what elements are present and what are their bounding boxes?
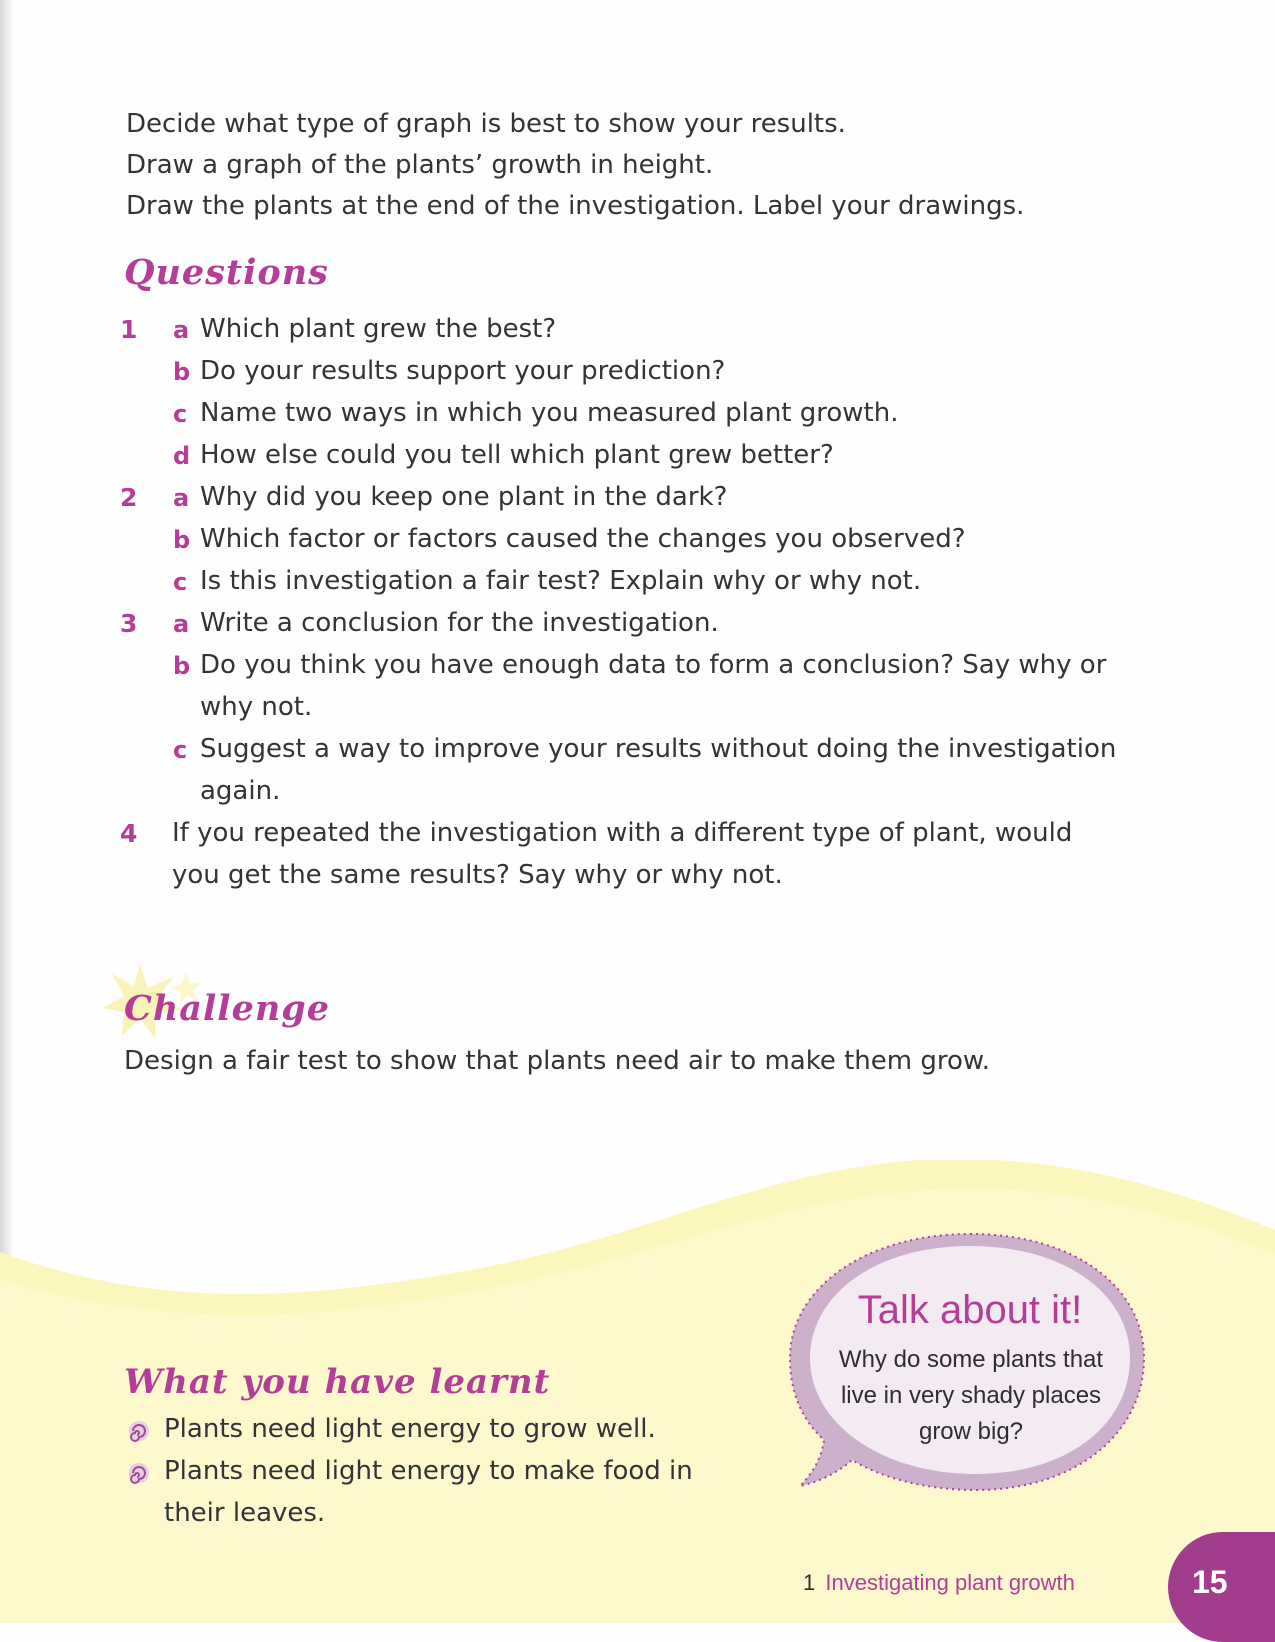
challenge-text: Design a fair test to show that plants need air to make them grow. — [124, 1046, 991, 1076]
swirl-bullet-icon — [126, 1462, 152, 1484]
question-part — [120, 392, 1120, 434]
part-letter: a — [173, 610, 190, 638]
intro-line: Decide what type of graph is best to show your results. — [126, 109, 846, 139]
part-letter: c — [173, 568, 188, 596]
question-2 — [120, 476, 1120, 602]
question-part — [120, 602, 1120, 644]
part-text: Suggest a way to improve your results without doing the investigation again. — [200, 734, 1117, 806]
question-part — [120, 476, 1120, 518]
part-text: Write a conclusion for the investigation. — [200, 608, 719, 638]
learnt-list — [124, 1408, 724, 1534]
learnt-item-text: Plants need light energy to grow well. — [164, 1414, 656, 1444]
part-letter: d — [173, 442, 191, 470]
part-text: Name two ways in which you measured plant growth. — [200, 398, 899, 428]
page-number: 15 — [1192, 1564, 1228, 1600]
part-text: Which factor or factors caused the changes you observed? — [200, 524, 966, 554]
talk-body: Why do some plants that live in very shady places grow big? — [838, 1346, 1104, 1445]
part-letter: b — [173, 358, 191, 386]
part-letter: b — [173, 526, 191, 554]
talk-about-it-bubble — [786, 1228, 1154, 1518]
question-1 — [120, 308, 1120, 476]
challenge-heading: Challenge — [124, 988, 331, 1029]
question-number: 1 — [120, 315, 138, 344]
part-text: Do your results support your prediction? — [200, 356, 726, 386]
learnt-item-text: Plants need light energy to make food in their leaves. — [164, 1456, 693, 1528]
question-3 — [120, 602, 1120, 812]
question-number: 2 — [120, 483, 138, 512]
question-part — [120, 308, 1120, 350]
part-text: Is this investigation a fair test? Explain why or why not. — [200, 566, 922, 596]
part-text: If you repeated the investigation with a different type of plant, would you get the same results? Say why or why not. — [172, 818, 1073, 890]
part-text: Do you think you have enough data to form a conclusion? Say why or why not. — [200, 650, 1107, 722]
chapter-footer — [803, 1570, 1075, 1596]
talk-title: Talk about it! — [857, 1288, 1083, 1332]
part-letter: c — [173, 736, 188, 764]
question-number: 3 — [120, 609, 138, 638]
swirl-bullet-icon — [126, 1420, 152, 1442]
part-letter: c — [173, 400, 188, 428]
question-part — [120, 644, 1120, 728]
questions-heading: Questions — [124, 252, 329, 293]
question-number: 4 — [120, 819, 138, 848]
intro-line: Draw a graph of the plants’ growth in height. — [126, 150, 714, 180]
part-text: Why did you keep one plant in the dark? — [200, 482, 728, 512]
intro-line: Draw the plants at the end of the investigation. Label your drawings. — [126, 191, 1025, 221]
question-part — [120, 560, 1120, 602]
chapter-number: 1 — [803, 1570, 816, 1595]
part-text: Which plant grew the best? — [200, 314, 557, 344]
chapter-title: Investigating plant growth — [825, 1570, 1075, 1595]
part-text: How else could you tell which plant grew better? — [200, 440, 834, 470]
list-item — [124, 1408, 724, 1450]
list-item — [124, 1450, 724, 1534]
question-4 — [120, 812, 1120, 896]
question-part — [120, 728, 1120, 812]
question-part — [120, 434, 1120, 476]
question-part — [120, 350, 1120, 392]
learnt-heading: What you have learnt — [124, 1362, 551, 1402]
part-letter: a — [173, 484, 190, 512]
question-part — [120, 812, 1120, 896]
intro-instructions — [126, 104, 1176, 227]
questions-list — [120, 308, 1120, 896]
question-part — [120, 518, 1120, 560]
part-letter: a — [173, 316, 190, 344]
part-letter: b — [173, 652, 191, 680]
